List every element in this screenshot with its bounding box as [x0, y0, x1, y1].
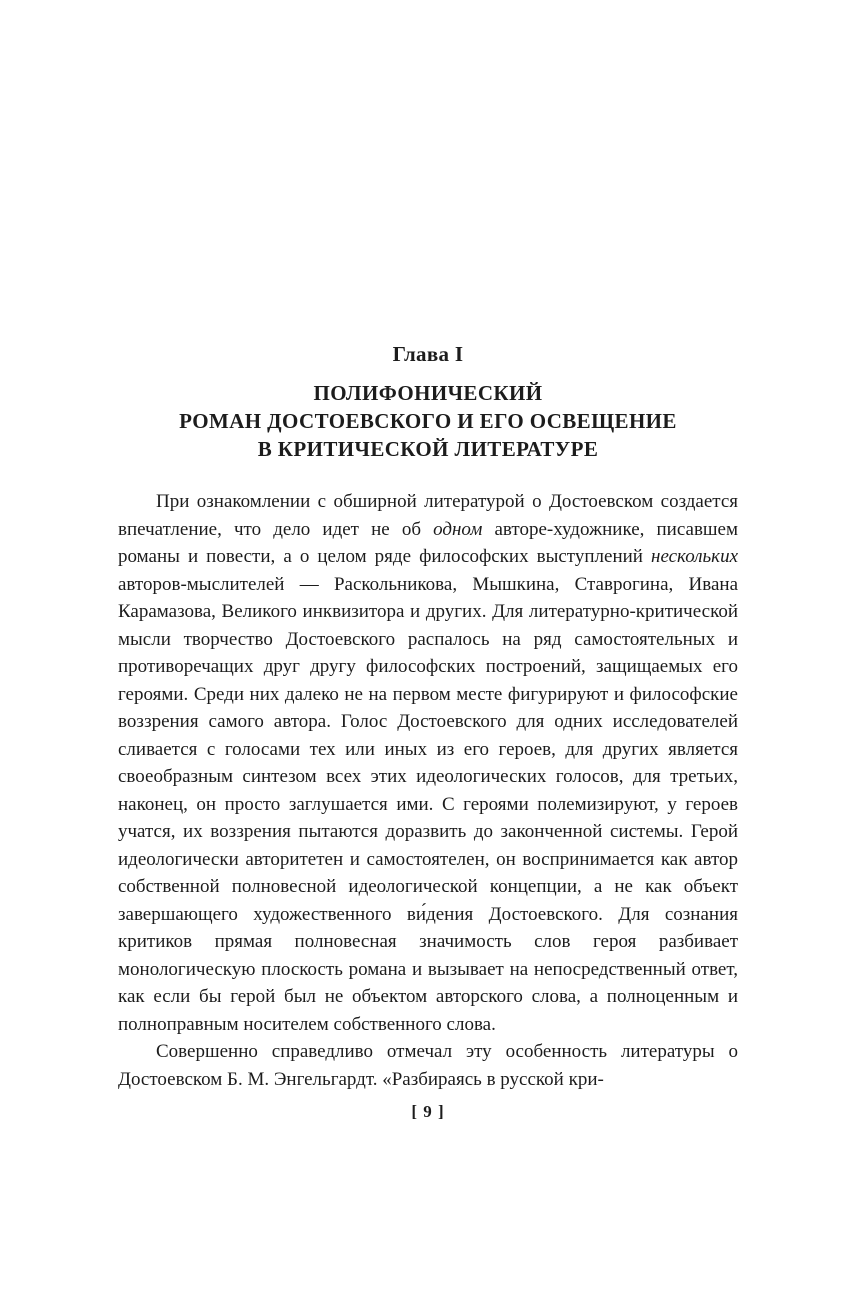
- italic-text-segment: нескольких: [651, 546, 738, 567]
- text-segment: При ознакомлении с обширной литературой о Достоевском создается впечатление, что дело идет не об: [118, 491, 738, 540]
- body-text: [118, 488, 738, 1093]
- text-segment: авторов-мыслителей — Раскольникова, Мышкина, Ставрогина, Ивана Карамазова, Великого инквизитора и других. Для литературно-критической мысли творчество Достоевского распалось на ряд самостоятельных и противоречащих друг другу философских построений, защищаемых его героями. Среди них далеко не на первом месте фигурируют и философские воззрения самого автора. Голос Достоевского для одних исследователей сливается с голосами тех или иных из его героев, для других является своеобразным синтезом всех этих идеологических голосов, для третьих, наконец, он просто заглушается ими. С героями полемизируют, у героев учатся, их воззрения пытаются доразвить до законченной системы. Герой идеологически авторитетен и самостоятелен, он воспринимается как автор собственной полновесной идеологической концепции, а не как объект завершающего художественного ви́дения Достоевского. Для сознания критиков прямая полновесная значимость слов героя разбивает монологическую плоскость романа и вызывает на непосредственный ответ, как если бы герой был не объектом авторского слова, а полноценным и полноправным носителем собственного слова.: [118, 573, 738, 1035]
- chapter-title-line-3: В КРИТИЧЕСКОЙ ЛИТЕРАТУРЕ: [257, 437, 599, 461]
- text-segment: Совершенно справедливо отмечал эту особенность литературы о Достоевском Б. М. Энгельгардт. «Разбираясь в русской кри-: [118, 1041, 738, 1090]
- chapter-title-line-2: РОМАН ДОСТОЕВСКОГО И ЕГО ОСВЕЩЕНИЕ: [179, 409, 677, 433]
- text-segment: авторе-художнике, писавшем романы и повести, а о целом ряде философских выступлений: [118, 518, 739, 567]
- chapter-title: [0, 379, 856, 463]
- chapter-label: Глава I: [392, 342, 464, 366]
- paragraph: [118, 1038, 738, 1093]
- chapter-title-line-1: ПОЛИФОНИЧЕСКИЙ: [313, 381, 543, 405]
- paragraph: [118, 488, 738, 1038]
- page-number: [ 9 ]: [411, 1102, 445, 1121]
- italic-text-segment: одном: [433, 518, 483, 540]
